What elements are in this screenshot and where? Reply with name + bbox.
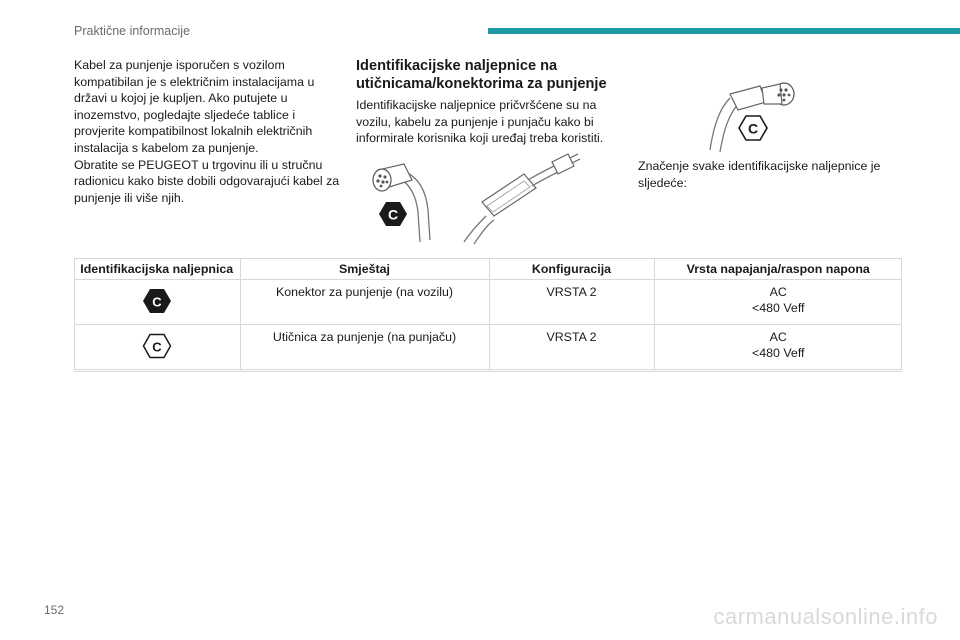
identification-label-table bbox=[74, 258, 902, 370]
section-title: Praktične informacije bbox=[74, 24, 191, 38]
connector-and-cable-illustration bbox=[356, 150, 606, 245]
label-cell bbox=[74, 280, 240, 325]
charger-socket-illustration bbox=[700, 80, 800, 152]
supply-type: AC bbox=[769, 330, 787, 344]
svg-text:C: C bbox=[387, 206, 399, 223]
svg-text:C: C bbox=[152, 339, 162, 355]
header-label: Identifikacijska naljepnica bbox=[74, 258, 240, 280]
table-row bbox=[74, 280, 902, 325]
intro-text-block bbox=[74, 57, 342, 206]
label-c-filled-icon bbox=[379, 202, 407, 226]
label-c-outline-icon bbox=[739, 116, 767, 140]
label-c-filled-icon bbox=[142, 288, 172, 314]
header-configuration: Konfiguracija bbox=[489, 258, 654, 280]
supply-cell bbox=[654, 325, 902, 370]
voltage-range: <480 Veff bbox=[752, 301, 805, 315]
supply-cell bbox=[654, 280, 902, 325]
charging-cable-control-box-icon bbox=[464, 154, 580, 244]
watermark: carmanualsonline.info bbox=[713, 604, 938, 629]
vehicle-connector-plug-icon bbox=[373, 164, 430, 242]
svg-text:C: C bbox=[747, 120, 759, 137]
label-cell bbox=[74, 325, 240, 370]
section-description: Identifikacijske naljepnice pričvršćene su na vozilu, kabelu za punjenje i punjaču kako bi informirale korisnika koji uređaj treba koristiti. bbox=[356, 98, 604, 146]
header-location: Smještaj bbox=[240, 258, 489, 280]
svg-text:C: C bbox=[152, 294, 162, 310]
section-heading: Identifikacijske naljepnice na utičnicama/konektorima za punjenje bbox=[356, 58, 607, 92]
label-meaning-intro: Značenje svake identifikacijske naljepnice je sljedeće: bbox=[638, 159, 881, 190]
header-accent-bar bbox=[488, 28, 960, 34]
header-supply-voltage: Vrsta napajanja/raspon napona bbox=[654, 258, 902, 280]
configuration-cell: VRSTA 2 bbox=[489, 325, 654, 370]
label-c-outline-icon bbox=[142, 333, 172, 359]
page-number: 152 bbox=[44, 603, 65, 617]
location-cell: Utičnica za punjenje (na punjaču) bbox=[240, 325, 489, 370]
location-cell: Konektor za punjenje (na vozilu) bbox=[240, 280, 489, 325]
configuration-cell: VRSTA 2 bbox=[489, 280, 654, 325]
table-row bbox=[74, 325, 902, 370]
table-header-row bbox=[74, 258, 902, 280]
voltage-range: <480 Veff bbox=[752, 346, 805, 360]
intro-paragraph-2: Obratite se PEUGEOT u trgovinu ili u stručnu radionicu kako biste dobili odgovarajući kabel za punjenje ili više njih. bbox=[74, 157, 340, 205]
intro-paragraph-1: Kabel za punjenje isporučen s vozilom kompatibilan je s električnim instalacijama u državi u kojoj je kupljen. Ako putujete u inozemstvo, pogledajte sljedeće tablice i provjerite kompatibilnost lokalnih električnih instalacija s kabelom za punjenje. bbox=[74, 58, 315, 155]
supply-type: AC bbox=[769, 285, 787, 299]
